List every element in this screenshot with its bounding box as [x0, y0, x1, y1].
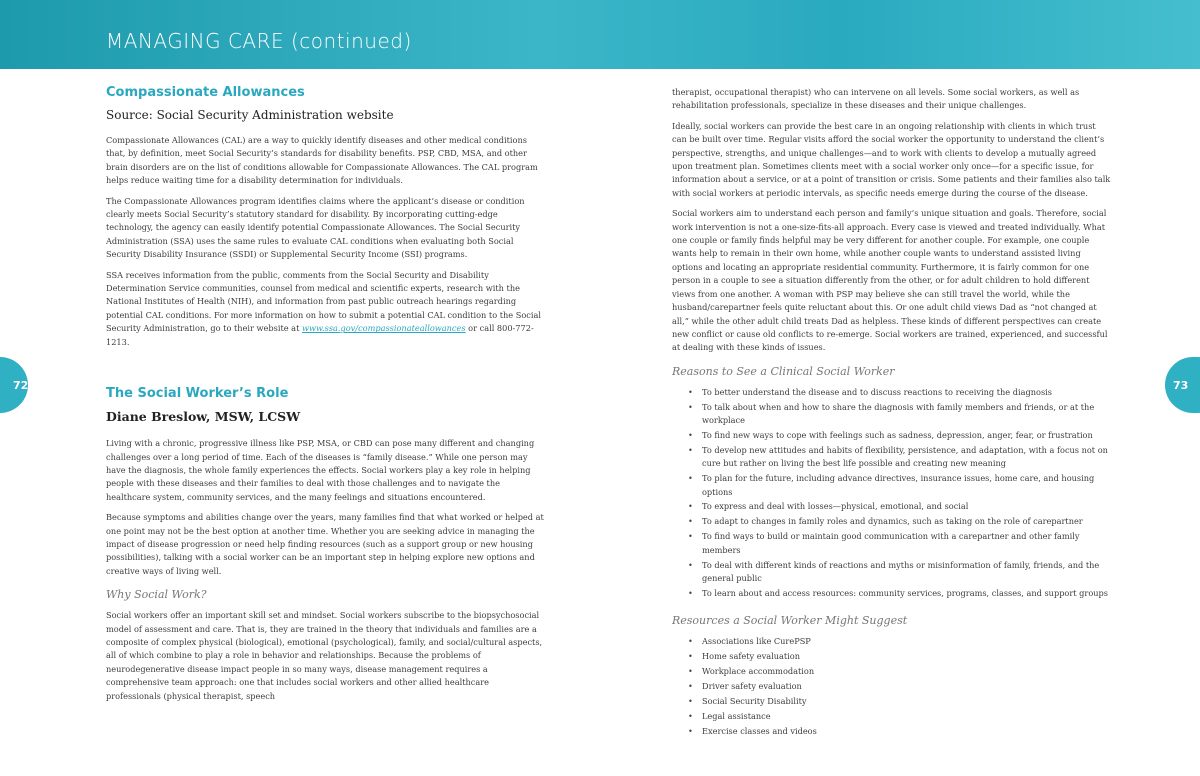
right-paragraph-3: Social workers aim to understand each person and family’s unique situation and goals. Therefore, social work intervention is not a one-size-fits-all approach. Every case is viewed and treated individually. What one couple or family finds helpful may be very different for another couple. For example, one couple wants help to remain in their own home, while another couple wants to understand assisted living options and locating an appropriate residential community. Furthermore, it is fairly common for one person in a couple to see a situation differently from the other, or for adult children to hold different views from one another. A woman with PSP may believe she can still travel the world, while the husband/carepartner feels quite reluctant about this. Or one adult child views Dad as “not changed at all,” while the other adult child treats Dad as helpless. These kinds of different perspectives can create new conflict or cause old conflicts to re-emerge. Social workers are trained, experienced, and successful at dealing with these kinds of issues.: [672, 208, 1108, 353]
reasons-heading: Reasons to See a Clinical Social Worker: [672, 364, 895, 378]
ssa-website-link[interactable]: www.ssa.gov/compassionateallowances: [301, 323, 466, 334]
right-paragraph-2: Ideally, social workers can provide the best care in an ongoing relationship with clients in which trust can be built over time. Regular visits afford the social worker the opportunity to understand the client’s perspective, strengths, and unique challenges—and to work with clients to develop a mutually agreed upon treatment plan. Sometimes clients meet with a social worker only once—for a specific issue, for information about a service, or at a point of transition or crisis. Some patients and their families also talk with social workers at periodic intervals, as specific needs emerge during the course of the disease.: [672, 120, 1111, 198]
resources-heading: Resources a Social Worker Might Suggest: [672, 614, 908, 628]
list-item: • To deal with different kinds of reactions and myths or misinformation of family, friends, and the general public: [688, 559, 1112, 586]
author-name: Diane Breslow, MSW, LCSW: [106, 409, 301, 425]
list-item: • To adapt to changes in family roles and dynamics, such as taking on the role of carepartner: [688, 515, 1112, 528]
list-item: • Home safety evaluation: [688, 650, 1112, 663]
list-item: • To learn about and access resources: community services, programs, classes, and support groups: [688, 587, 1112, 600]
page-number-left: 72: [13, 379, 29, 392]
list-item: • To find ways to build or maintain good communication with a carepartner and other family members: [688, 530, 1112, 557]
list-item: • To express and deal with losses—physical, emotional, and social: [688, 500, 1112, 513]
page-header-banner: [0, 0, 1200, 69]
why-social-work-heading: Why Social Work?: [106, 588, 207, 602]
section-title: MANAGING CARE (continued): [106, 29, 412, 53]
page-number-right: 73: [1173, 379, 1189, 392]
list-item: • Legal assistance: [688, 710, 1112, 723]
why-paragraph: Social workers offer an important skill set and mindset. Social workers subscribe to the biopsychosocial model of assessment and care. That is, they are trained in the theory that individuals and families are a composite of complex physical (biological), emotional (psychological), family, and social/cultural aspects, all of which combine to play a role in behavior and relationships. Because the problems of neurodegenerative disease impact people in so many ways, disease management requires a comprehensive team approach: one that includes social workers and other allied healthcare professionals (physical therapist, speech: [106, 610, 543, 701]
cal-paragraph-2: The Compassionate Allowances program identifies claims where the applicant’s disease or condition clearly meets Social Security’s statutory standard for disability. By incorporating cutting-edge technology, the agency can easily identify potential Compassionate Allowances. The Social Security Administration (SSA) uses the same rules to evaluate CAL conditions when evaluating both Social Security Disability Insurance (SSDI) or Supplemental Security Income (SSI) programs.: [106, 195, 525, 260]
cal-paragraph-3-text: SSA receives information from the public, comments from the Social Security and Disability Determination Service communities, counsel from medical and scientific experts, research with the National Institutes of Health (NIH), and information from past public outreach hearings regarding potential CAL conditions. For more information on how to submit a potential CAL condition to the Social Security Administration, go to their website at: [106, 269, 541, 334]
list-item: • Driver safety evaluation: [688, 680, 1112, 693]
cal-source: Source: Social Security Administration website: [106, 108, 394, 122]
list-item: • To develop new attitudes and habits of flexibility, persistence, and adaptation, with a focus not on cure but rather on living the best life possible and creating new meaning: [688, 444, 1112, 471]
cal-paragraph-3: [106, 269, 546, 349]
list-item: • Social Security Disability: [688, 695, 1112, 708]
resources-list: [672, 635, 1112, 738]
list-item: • To talk about when and how to share the diagnosis with family members and friends, or at the workplace: [688, 401, 1112, 428]
sw-paragraph-2: Because symptoms and abilities change over the years, many families find that what worked or helped at one point may not be the best option at another time. Whether you are seeking advice in managing the impact of disease progression or need help finding resources (such as a support group or new housing possibilities), talking with a social worker can be an important step in helping explore new options and creative ways of living well.: [106, 512, 544, 576]
left-column: [106, 86, 546, 710]
right-column: [672, 86, 1112, 740]
sw-paragraph-1: Living with a chronic, progressive illness like PSP, MSA, or CBD can pose many different and changing challenges over a long period of time. Each of the diseases is “family disease.” While one person may have the diagnosis, the whole family experiences the effects. Social workers play a key role in helping people with these diseases and their families to deal with those challenges and to navigate the healthcare system, community services, and the many feelings and situations encountered.: [106, 438, 535, 502]
list-item: • Associations like CurePSP: [688, 635, 1112, 648]
list-item: • Exercise classes and videos: [688, 725, 1112, 738]
cal-paragraph-3-end: or call 800-772-1213.: [106, 323, 534, 347]
reasons-list: [672, 386, 1112, 601]
cal-heading: Compassionate Allowances: [106, 85, 305, 100]
list-item: • To better understand the disease and to discuss reactions to receiving the diagnosis: [688, 386, 1112, 399]
list-item: • To plan for the future, including advance directives, insurance issues, home care, and housing options: [688, 472, 1112, 499]
right-paragraph-1: therapist, occupational therapist) who can intervene on all levels. Some social workers, as well as rehabilitation professionals, specialize in these diseases and their unique challenges.: [672, 87, 1080, 111]
list-item: • Workplace accommodation: [688, 665, 1112, 678]
list-item: • To find new ways to cope with feelings such as sadness, depression, anger, fear, or frustration: [688, 429, 1112, 442]
social-worker-heading: The Social Worker’s Role: [106, 386, 289, 402]
cal-paragraph-1: Compassionate Allowances (CAL) are a way to quickly identify diseases and other medical conditions that, by definition, meet Social Security’s standards for disability benefits. PSP, CBD, MSA, and other brain disorders are on the list of conditions allowable for Compassionate Allowances. The CAL program helps reduce waiting time for a disability determination for individuals.: [106, 135, 538, 186]
